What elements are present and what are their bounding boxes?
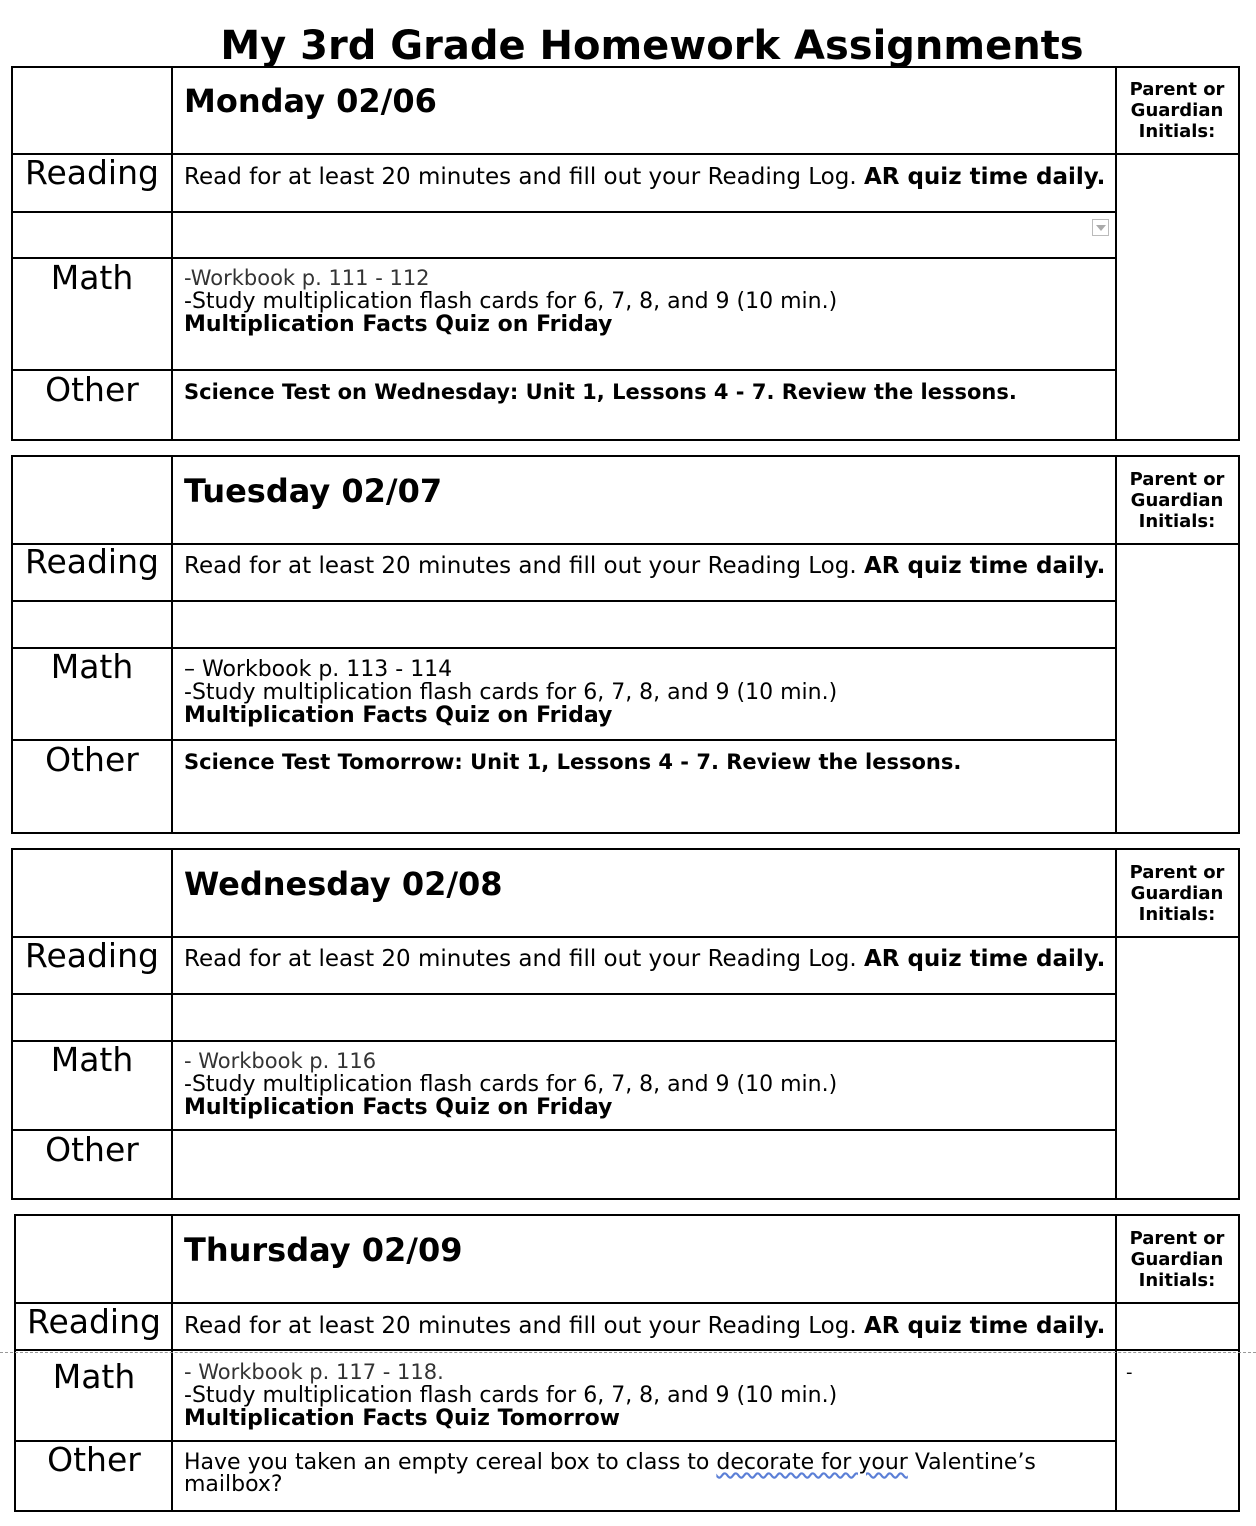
other-assignment: Science Test Tomorrow: Unit 1, Lessons 4 - 7. Review the lessons. <box>184 750 962 774</box>
parent-initials-label: Parent or Guardian Initials: <box>1129 469 1225 532</box>
subject-other: Other <box>45 370 139 409</box>
math-flash-cards: -Study multiplication flash cards for 6, 7, 8, and 9 (10 min.) <box>184 1072 838 1097</box>
parent-initials-label: Parent or Guardian Initials: <box>1129 862 1225 925</box>
subject-reading: Reading <box>25 153 159 192</box>
other-assignment: Have you taken an empty cereal box to class to decorate for your Valentine’s mailbox? <box>184 1452 1036 1496</box>
day-heading: Monday 02/06 <box>184 82 437 120</box>
math-workbook: -Workbook p. 111 - 112 <box>184 267 430 290</box>
math-assignment <box>184 1050 837 1119</box>
subject-math: Math <box>52 1357 136 1396</box>
math-flash-cards: -Study multiplication flash cards for 6, 7, 8, and 9 (10 min.) <box>184 680 838 705</box>
math-workbook: - Workbook p. 116 <box>184 1050 377 1073</box>
subject-other: Other <box>45 1130 139 1169</box>
parent-initials-label: Parent or Guardian Initials: <box>1129 79 1225 142</box>
math-assignment <box>184 658 837 727</box>
math-flash-cards: -Study multiplication flash cards for 6, 7, 8, and 9 (10 min.) <box>184 1383 838 1408</box>
dropdown-icon[interactable] <box>1092 219 1109 236</box>
math-quiz: Multiplication Facts Quiz on Friday <box>184 1095 613 1119</box>
other-assignment: Science Test on Wednesday: Unit 1, Lessons 4 - 7. Review the lessons. <box>184 380 1017 404</box>
spellcheck-underline: decorate for your <box>716 1452 908 1475</box>
math-quiz: Multiplication Facts Quiz on Friday <box>184 312 613 336</box>
subject-math: Math <box>50 1040 134 1079</box>
day-heading: Tuesday 02/07 <box>184 472 443 510</box>
math-assignment <box>184 267 837 336</box>
math-assignment <box>184 1361 837 1430</box>
reading-assignment: Read for at least 20 minutes and fill out your Reading Log. AR quiz time daily. <box>184 1313 1106 1339</box>
page-title: My 3rd Grade Homework Assignments <box>220 23 1084 69</box>
day-heading: Wednesday 02/08 <box>184 865 503 903</box>
day-block-tuesday <box>11 455 1240 834</box>
reading-assignment: Read for at least 20 minutes and fill out your Reading Log. AR quiz time daily. <box>184 553 1106 579</box>
subject-reading: Reading <box>25 542 159 581</box>
math-quiz: Multiplication Facts Quiz Tomorrow <box>184 1406 621 1430</box>
page-break-line <box>0 1352 1256 1353</box>
subject-math: Math <box>50 647 134 686</box>
subject-other: Other <box>47 1440 141 1479</box>
parent-initials-label: Parent or Guardian Initials: <box>1129 1228 1225 1291</box>
math-flash-cards: -Study multiplication flash cards for 6, 7, 8, and 9 (10 min.) <box>184 289 838 314</box>
reading-assignment: Read for at least 20 minutes and fill out your Reading Log. AR quiz time daily. <box>184 946 1106 972</box>
subject-other: Other <box>45 740 139 779</box>
math-quiz: Multiplication Facts Quiz on Friday <box>184 703 613 727</box>
day-heading: Thursday 02/09 <box>184 1231 463 1269</box>
math-workbook: - Workbook p. 117 - 118. <box>184 1361 444 1384</box>
math-workbook: – Workbook p. 113 - 114 <box>184 658 453 682</box>
reading-assignment: Read for at least 20 minutes and fill out your Reading Log. AR quiz time daily. <box>184 164 1106 190</box>
subject-math: Math <box>50 258 134 297</box>
subject-reading: Reading <box>25 936 159 975</box>
initials-mark: - <box>1126 1362 1133 1383</box>
subject-reading: Reading <box>27 1302 161 1341</box>
